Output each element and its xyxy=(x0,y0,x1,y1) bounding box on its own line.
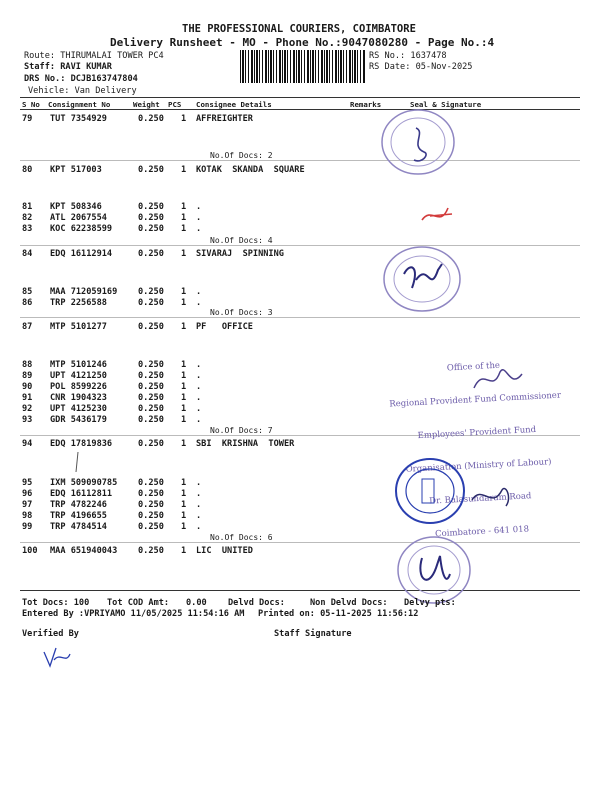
stamp-line: Employees' Provident Fund xyxy=(417,424,537,442)
row-consignee: SBI KRISHNA TOWER xyxy=(196,439,295,449)
staff-signature: Staff Signature xyxy=(274,629,352,639)
row-sno: 88 xyxy=(22,360,33,370)
group-divider xyxy=(20,317,580,318)
row-sno: 79 xyxy=(22,114,33,124)
delivered-docs: Delvd Docs: xyxy=(228,598,285,608)
rs-number: RS No.: 1637478 xyxy=(369,51,447,61)
row-pcs: 1 xyxy=(181,360,187,370)
row-pcs: 1 xyxy=(181,165,187,175)
row-weight: 0.250 xyxy=(138,202,164,212)
row-consignee: . xyxy=(196,393,202,403)
row-sno: 81 xyxy=(22,202,33,212)
row-pcs: 1 xyxy=(181,500,187,510)
row-pcs: 1 xyxy=(181,511,187,521)
row-weight: 0.250 xyxy=(138,489,164,499)
row-consignment: TRP 4784514 xyxy=(50,522,107,532)
entered-by: Entered By :VPRIYAMO 11/05/2025 11:54:16 AM xyxy=(22,609,245,619)
stamp-lic xyxy=(394,534,474,606)
rs-date: RS Date: 05-Nov-2025 xyxy=(369,62,473,72)
row-consignment: EDQ 17819836 xyxy=(50,439,113,449)
row-sno: 93 xyxy=(22,415,33,425)
row-pcs: 1 xyxy=(181,439,187,449)
group-divider xyxy=(20,160,580,161)
row-consignee: . xyxy=(196,202,202,212)
row-weight: 0.250 xyxy=(138,393,164,403)
row-sno: 87 xyxy=(22,322,33,332)
doc-count: No.Of Docs: 4 xyxy=(210,236,273,245)
row-weight: 0.250 xyxy=(138,478,164,488)
row-pcs: 1 xyxy=(181,522,187,532)
row-consignee: . xyxy=(196,224,202,234)
row-weight: 0.250 xyxy=(138,165,164,175)
row-consignment: EDQ 16112914 xyxy=(50,249,113,259)
runsheet-subtitle: Delivery Runsheet - MO - Phone No.:9047080280 - Page No.:4 xyxy=(110,36,495,49)
pen-mark xyxy=(72,450,84,474)
row-weight: 0.250 xyxy=(138,114,164,124)
stamp-line: Coimbatore - 641 018 xyxy=(434,524,530,540)
row-weight: 0.250 xyxy=(138,287,164,297)
row-consignee: . xyxy=(196,478,202,488)
printed-on: Printed on: 05-11-2025 11:56:12 xyxy=(258,609,419,619)
row-weight: 0.250 xyxy=(138,511,164,521)
row-consignment: CNR 1904323 xyxy=(50,393,107,403)
row-weight: 0.250 xyxy=(138,298,164,308)
signature-pf xyxy=(470,360,530,400)
row-sno: 86 xyxy=(22,298,33,308)
header-rule-bottom xyxy=(20,109,580,110)
stamp-line: Office of the xyxy=(446,360,501,374)
stamp-sbi xyxy=(392,455,472,527)
col-pcs: PCS xyxy=(168,100,182,109)
row-weight: 0.250 xyxy=(138,360,164,370)
staff-label: Staff: RAVI KUMAR xyxy=(24,62,112,72)
row-pcs: 1 xyxy=(181,489,187,499)
row-consignee: . xyxy=(196,404,202,414)
row-consignment: TUT 7354929 xyxy=(50,114,107,124)
row-weight: 0.250 xyxy=(138,371,164,381)
row-weight: 0.250 xyxy=(138,546,164,556)
col-consignment: Consignment No xyxy=(48,100,111,109)
row-weight: 0.250 xyxy=(138,500,164,510)
total-cod-label: Tot COD Amt: xyxy=(107,598,170,608)
stamp-affreighter xyxy=(378,108,458,178)
row-pcs: 1 xyxy=(181,404,187,414)
row-weight: 0.250 xyxy=(138,224,164,234)
row-sno: 80 xyxy=(22,165,33,175)
row-consignee: . xyxy=(196,511,202,521)
row-pcs: 1 xyxy=(181,202,187,212)
row-weight: 0.250 xyxy=(138,213,164,223)
row-consignment: POL 8599226 xyxy=(50,382,107,392)
stamp-line: Organisation (Ministry of Labour) xyxy=(405,457,552,475)
row-sno: 84 xyxy=(22,249,33,259)
row-sno: 94 xyxy=(22,439,33,449)
row-consignee: . xyxy=(196,500,202,510)
row-consignment: TRP 4196655 xyxy=(50,511,107,521)
row-pcs: 1 xyxy=(181,382,187,392)
row-pcs: 1 xyxy=(181,287,187,297)
route-label: Route: THIRUMALAI TOWER PC4 xyxy=(24,51,164,61)
row-pcs: 1 xyxy=(181,546,187,556)
stamp-line: Regional Provident Fund Commissioner xyxy=(389,390,562,410)
col-consignee: Consignee Details xyxy=(196,100,272,109)
row-weight: 0.250 xyxy=(138,382,164,392)
row-consignee: . xyxy=(196,298,202,308)
signature-sbi xyxy=(466,480,516,516)
row-sno: 95 xyxy=(22,478,33,488)
row-pcs: 1 xyxy=(181,371,187,381)
row-weight: 0.250 xyxy=(138,522,164,532)
row-consignment: IXM 509090785 xyxy=(50,478,118,488)
col-remarks: Remarks xyxy=(350,100,382,109)
doc-count: No.Of Docs: 6 xyxy=(210,533,273,542)
verified-by: Verified By xyxy=(22,629,79,639)
row-consignee: . xyxy=(196,489,202,499)
row-sno: 85 xyxy=(22,287,33,297)
row-pcs: 1 xyxy=(181,322,187,332)
row-pcs: 1 xyxy=(181,415,187,425)
row-consignee: . xyxy=(196,360,202,370)
row-weight: 0.250 xyxy=(138,322,164,332)
row-sno: 82 xyxy=(22,213,33,223)
doc-count: No.Of Docs: 2 xyxy=(210,151,273,160)
row-consignment: KPT 517003 xyxy=(50,165,102,175)
row-weight: 0.250 xyxy=(138,439,164,449)
row-weight: 0.250 xyxy=(138,249,164,259)
vehicle-label: Vehicle: Van Delivery xyxy=(28,86,137,96)
signature-red xyxy=(418,198,458,228)
company-title: THE PROFESSIONAL COURIERS, COIMBATORE xyxy=(182,23,416,35)
row-sno: 92 xyxy=(22,404,33,414)
row-consignment: GDR 5436179 xyxy=(50,415,107,425)
row-consignee: SIVARAJ SPINNING xyxy=(196,249,284,259)
doc-count: No.Of Docs: 3 xyxy=(210,308,273,317)
col-weight: Weight xyxy=(133,100,160,109)
row-pcs: 1 xyxy=(181,298,187,308)
row-consignment: KOC 62238599 xyxy=(50,224,113,234)
delivery-points: Delvy pts: xyxy=(404,598,456,608)
footer-rule xyxy=(20,590,580,591)
row-pcs: 1 xyxy=(181,478,187,488)
stamp-sivaraj xyxy=(380,244,466,314)
row-sno: 100 xyxy=(22,546,38,556)
row-sno: 91 xyxy=(22,393,33,403)
row-consignment: KPT 508346 xyxy=(50,202,102,212)
group-divider xyxy=(20,245,580,246)
row-consignment: MAA 651940043 xyxy=(50,546,118,556)
row-consignment: UPT 4121250 xyxy=(50,371,107,381)
row-pcs: 1 xyxy=(181,213,187,223)
non-delivered-docs: Non Delvd Docs: xyxy=(310,598,388,608)
verified-signature xyxy=(40,642,76,670)
row-consignment: EDQ 16112811 xyxy=(50,489,113,499)
row-consignee: PF OFFICE xyxy=(196,322,253,332)
row-pcs: 1 xyxy=(181,224,187,234)
row-consignee: AFFREIGHTER xyxy=(196,114,253,124)
row-consignment: MAA 712059169 xyxy=(50,287,118,297)
row-consignment: MTP 5101246 xyxy=(50,360,107,370)
row-consignment: TRP 2256588 xyxy=(50,298,107,308)
row-sno: 96 xyxy=(22,489,33,499)
total-cod-value: 0.00 xyxy=(186,598,207,608)
row-consignee: . xyxy=(196,415,202,425)
row-consignee: . xyxy=(196,287,202,297)
row-consignment: UPT 4125230 xyxy=(50,404,107,414)
row-sno: 99 xyxy=(22,522,33,532)
total-docs: Tot Docs: 100 xyxy=(22,598,90,608)
row-consignee: KOTAK SKANDA SQUARE xyxy=(196,165,305,175)
row-sno: 97 xyxy=(22,500,33,510)
row-weight: 0.250 xyxy=(138,415,164,425)
col-sno: S No xyxy=(22,100,40,109)
row-sno: 98 xyxy=(22,511,33,521)
row-pcs: 1 xyxy=(181,393,187,403)
barcode xyxy=(240,50,366,83)
drs-label: DRS No.: DCJB163747804 xyxy=(24,74,138,84)
row-sno: 89 xyxy=(22,371,33,381)
stamp-line: Dr. Balasundaram Road xyxy=(429,491,532,507)
row-weight: 0.250 xyxy=(138,404,164,414)
header-rule-top xyxy=(20,97,580,98)
row-sno: 83 xyxy=(22,224,33,234)
row-consignee: . xyxy=(196,382,202,392)
row-consignment: MTP 5101277 xyxy=(50,322,107,332)
row-consignee: . xyxy=(196,213,202,223)
row-pcs: 1 xyxy=(181,114,187,124)
col-seal: Seal & Signature xyxy=(410,100,482,109)
doc-count: No.Of Docs: 7 xyxy=(210,426,273,435)
row-sno: 90 xyxy=(22,382,33,392)
row-consignee: . xyxy=(196,522,202,532)
row-consignment: ATL 2067554 xyxy=(50,213,107,223)
row-consignee: . xyxy=(196,371,202,381)
row-pcs: 1 xyxy=(181,249,187,259)
row-consignee: LIC UNITED xyxy=(196,546,253,556)
row-consignment: TRP 4782246 xyxy=(50,500,107,510)
